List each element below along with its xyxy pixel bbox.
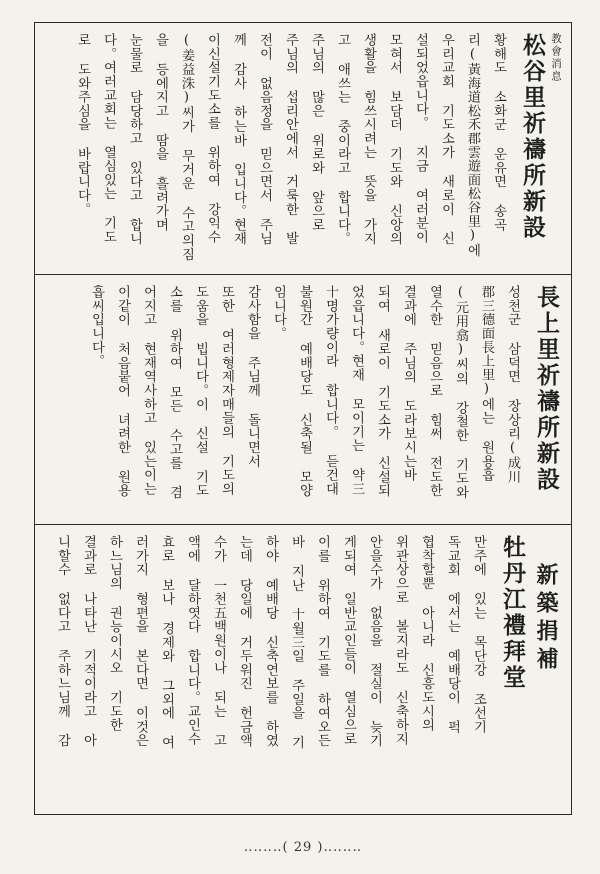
text-line: 도움을 빕니다。이 신설 기도 <box>193 285 208 498</box>
text-line: 황해도 소화군 운유면 송곡 <box>491 33 506 232</box>
text-line: 게되여 일반교인들이 열심으로 <box>341 535 356 746</box>
text-line: 로 도와주심을 바랍니다。 <box>75 33 90 216</box>
article-title: 松谷里祈禱所新設 <box>519 33 546 241</box>
article-subtitle: 新築捐補 <box>533 563 559 675</box>
article-box-mudanjiang <box>34 525 572 815</box>
text-line: (姜益洙)씨가 무거운 수고의짐 <box>179 33 194 261</box>
text-line: 하야 예배당 신축연보를 하였 <box>263 535 278 748</box>
page-number: ‥‥‥‥( 29 )‥‥‥‥ <box>243 840 363 855</box>
text-line: 고 애쓰는 중이라고 합니다。 <box>335 33 350 246</box>
text-line: 리(黃海道松禾郡雲遊面松谷里)에 <box>465 33 480 258</box>
text-line: 주님의 많은 위로와 앞으로 <box>309 33 324 232</box>
text-line: 감사함을 주님께 돌니면서 <box>245 285 260 468</box>
text-line: 모혀서 보담더 기도와 신앙의 <box>387 33 402 246</box>
text-line: 만주에 있는 목단강 조선기 <box>471 535 486 734</box>
page-frame <box>34 22 572 862</box>
article-box-jangsang <box>34 275 572 525</box>
text-line: 러가지 형편을 본다면 이것은 <box>133 535 148 748</box>
text-line: 하느님의 권능이시오 기도한 <box>107 535 122 732</box>
text-line: 郡三德面長上里)에는 원용흡 <box>479 285 494 482</box>
text-line: 협착할뿐 아니라 신흥도시의 <box>419 535 434 732</box>
text-line: 설되었읍니다。 지금 여러분이 <box>413 33 428 244</box>
text-line: 었읍니다。현재 모이기는 약三 <box>349 285 364 496</box>
text-line: 어지고 현재역사하고 있는이는 <box>141 285 156 496</box>
text-line: 전이 없음정을 믿으면서 주님 <box>257 33 272 246</box>
text-line: 이신설기도소를 위하여 강익수 <box>205 33 220 244</box>
text-line: 께 감사 하는바 입니다。현재 <box>231 33 246 246</box>
article-title: 長上里祈禱所新設 <box>533 285 560 493</box>
text-line: (元用翕)씨의 강철한 기도와 <box>453 285 468 500</box>
text-line: 다。여러교회는 열심있는 기도 <box>101 33 116 244</box>
text-line: 우리교회 기도소가 새로이 신 <box>439 33 454 246</box>
article-title: 牡丹江禮拜堂 <box>499 535 526 691</box>
text-line: 열수한 믿음으로 힘써 전도한 <box>427 285 442 498</box>
article-columns <box>49 535 563 804</box>
text-line: 결과로 나타난 기적이라고 아 <box>81 535 96 748</box>
text-line: 이를 위하여 기도를 하여오든 <box>315 535 330 748</box>
article-heading <box>525 285 563 514</box>
text-line: 니할수 없다고 주하느님께 감 <box>55 535 70 748</box>
text-line: 독교회 에서는 예배당이 퍽 <box>445 535 460 734</box>
text-line: 불원간 예배당도 신축될 모양 <box>297 285 312 498</box>
column-kicker: 教會消息 <box>550 33 562 83</box>
text-line: 결과에 주님의 도라보시는바 <box>401 285 416 482</box>
text-line: 성천군 삼덕면 장상리(成川 <box>505 285 520 484</box>
text-line: 주님의 섭리안에서 거룩한 발 <box>283 33 298 246</box>
text-line: 눈물로 담당하고 있다고 합니 <box>127 33 142 246</box>
text-line: 액에 달하엿다 합니다。교인수 <box>185 535 200 746</box>
text-line: 을 등에지고 땀을 흘려가며 <box>153 33 168 232</box>
text-line: 수가 一천五백원이나 되는 고 <box>211 535 226 748</box>
text-line: 소를 위하여 모든 수고를 겸 <box>167 285 182 500</box>
text-line: 생활을 힘쓰시려는 뜻을 가지 <box>361 33 376 246</box>
text-line: 안을수가 없음을 절실이 늦기 <box>367 535 382 748</box>
article-columns <box>69 33 563 264</box>
article-heading <box>491 535 563 804</box>
text-line: 는데 당일에 거두워진 헌금액 <box>237 535 252 748</box>
text-line: 十명가량이라 합니다。 듣건대 <box>323 285 338 496</box>
text-line: 효로 보나 경제와 그외에 여 <box>159 535 174 750</box>
article-heading <box>511 33 563 264</box>
text-line: 흡씨입니다。 <box>89 285 104 368</box>
text-line: 이같이 처음붙어 녀려한 원용 <box>115 285 130 498</box>
text-line: 위관상으로 볼지라도 신축하지 <box>393 535 408 746</box>
article-box-songgok <box>34 22 572 275</box>
text-line: 또한 여러형제자매들의 기도의 <box>219 285 234 496</box>
text-line: 바 지난 十월三일 주일을 기 <box>289 535 304 750</box>
article-columns <box>83 285 563 514</box>
text-line: 되여 새로이 기도소가 신설되 <box>375 285 390 498</box>
text-line: 임니다。 <box>271 285 286 341</box>
